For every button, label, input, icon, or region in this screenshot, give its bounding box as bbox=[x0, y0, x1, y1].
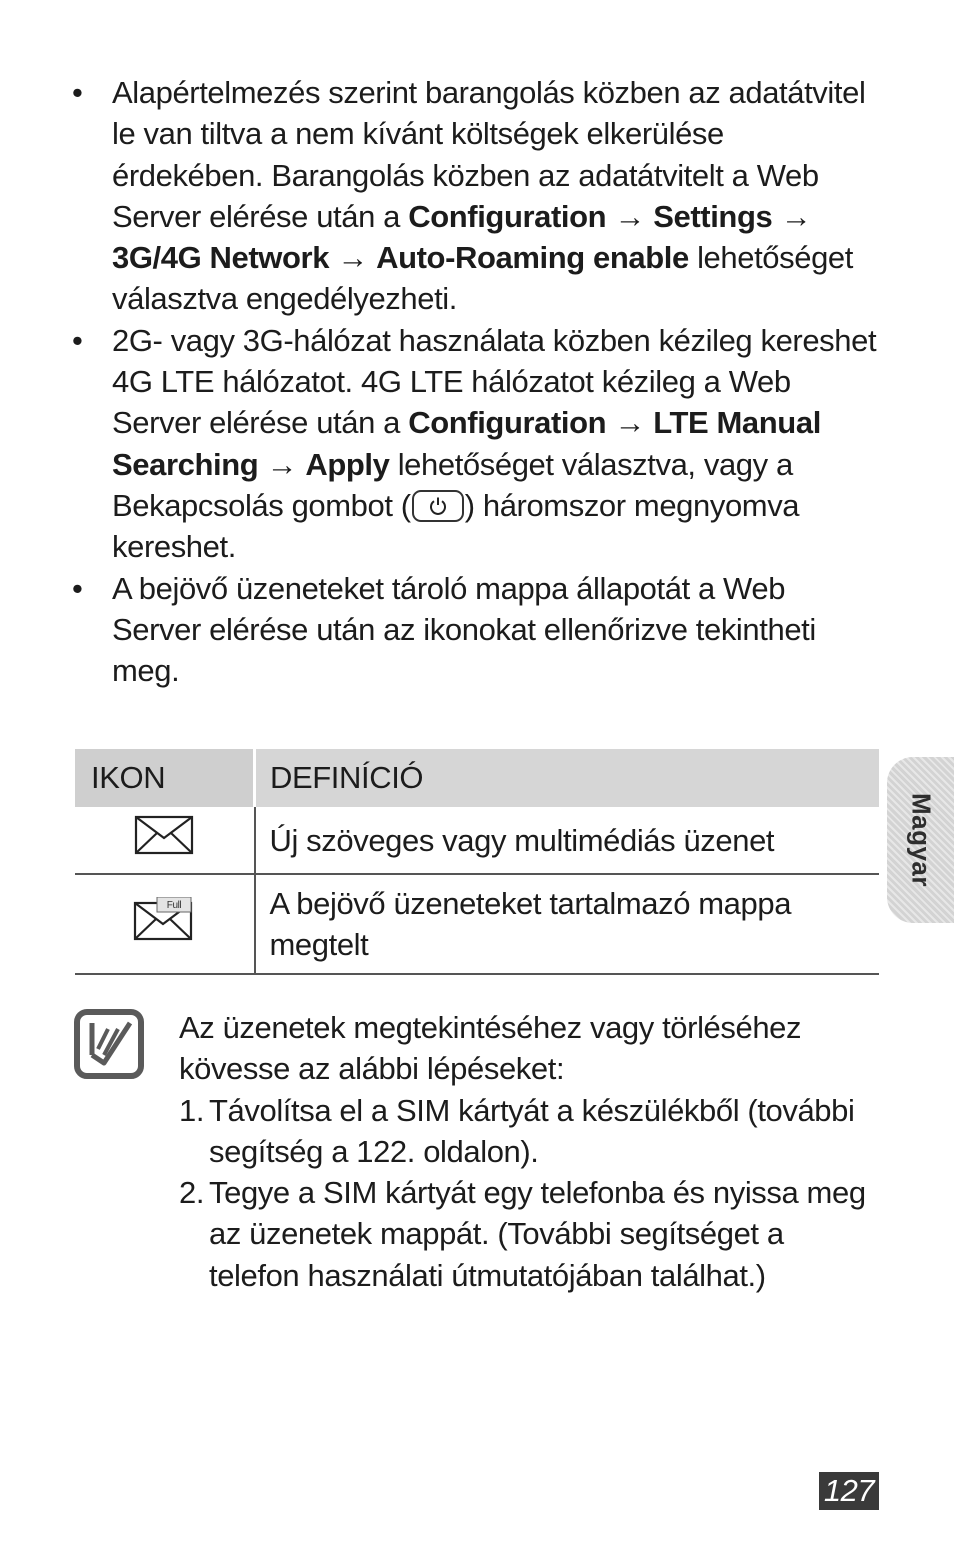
step-number: 2. bbox=[179, 1175, 205, 1211]
menu-path-configuration: Configuration bbox=[408, 198, 607, 234]
menu-path-apply: Apply bbox=[305, 446, 390, 482]
table-header-definition: DEFINÍCIÓ bbox=[255, 749, 880, 807]
arrow: → bbox=[337, 240, 368, 276]
bullet-item-roaming bbox=[72, 72, 882, 320]
table-cell-icon bbox=[75, 874, 255, 974]
table-cell-definition: Új szöveges vagy multimédiás üzenet bbox=[255, 807, 880, 874]
menu-path-configuration: Configuration bbox=[408, 405, 607, 441]
note-steps bbox=[179, 1090, 879, 1296]
bullet-text: ) háromszor megnyomva kereshet. bbox=[112, 487, 800, 565]
bullet-text: A bejövő üzeneteket tároló mappa állapotát a Web Server elérése után az ikonokat ellenőrizve tekintheti meg. bbox=[112, 570, 816, 689]
bullet-dot: • bbox=[72, 75, 83, 110]
power-button-icon bbox=[412, 490, 464, 522]
step-number: 1. bbox=[179, 1092, 205, 1128]
table-header-icon: IKON bbox=[75, 749, 255, 807]
note-intro: Az üzenetek megtekintéséhez vagy törléséhez kövesse az alábbi lépéseket: bbox=[179, 1010, 802, 1087]
note-icon bbox=[74, 1009, 144, 1079]
table-row bbox=[75, 807, 879, 874]
arrow: → bbox=[614, 405, 646, 441]
bullet-text: 2G- vagy 3G-hálózat használata közben kézileg kereshet 4G LTE hálózatot. 4G LTE hálózatot kézileg a Web Server elérése után a bbox=[112, 322, 877, 441]
bullet-item-lte-search bbox=[72, 320, 882, 568]
step-text: Tegye a SIM kártyát egy telefonba és nyissa meg az üzenetek mappát. (További segítséget a telefon használati útmutatójában találhat.) bbox=[209, 1175, 866, 1293]
menu-path-network: 3G/4G Network bbox=[112, 240, 330, 276]
full-label: Full bbox=[166, 900, 182, 911]
note-block bbox=[179, 1007, 879, 1296]
bullet-text: Alapértelmezés szerint barangolás közben az adatátvitel le van tiltva a nem kívánt költségek elkerülése érdekében. Barangolás közben az adatátvitelt a Web Server elérése után a bbox=[112, 75, 866, 234]
envelope-full-icon bbox=[133, 897, 195, 941]
icon-table bbox=[75, 749, 879, 975]
language-tab-label: Magyar bbox=[906, 792, 936, 888]
step-text: Távolítsa el a SIM kártyát a készülékből (további segítség a 122. oldalon). bbox=[209, 1092, 855, 1169]
bullet-text: lehetőséget választva, vagy a Bekapcsolás gombot ( bbox=[112, 446, 793, 523]
bullet-dot: • bbox=[72, 322, 83, 358]
language-tab bbox=[887, 757, 954, 923]
menu-path-lte-manual-searching: LTE Manual Searching bbox=[112, 405, 821, 482]
list-item bbox=[179, 1090, 879, 1173]
table-cell-icon bbox=[75, 807, 255, 874]
envelope-icon bbox=[134, 815, 194, 855]
table-row bbox=[75, 874, 879, 974]
table-header-row bbox=[75, 749, 879, 807]
arrow: → bbox=[266, 446, 298, 482]
bullet-text: lehetőséget választva engedélyezheti. bbox=[112, 240, 853, 317]
bullet-dot: • bbox=[72, 570, 83, 606]
arrow: → bbox=[780, 198, 812, 234]
bullet-item-inbox-status bbox=[72, 568, 882, 692]
menu-path-auto-roaming: Auto-Roaming enable bbox=[376, 240, 689, 276]
arrow: → bbox=[614, 198, 646, 234]
menu-path-settings: Settings bbox=[653, 198, 773, 234]
list-item bbox=[179, 1172, 879, 1296]
bullet-list bbox=[72, 72, 882, 691]
page-number: 127 bbox=[819, 1472, 879, 1510]
table-cell-definition: A bejövő üzeneteket tartalmazó mappa megtelt bbox=[255, 874, 880, 974]
